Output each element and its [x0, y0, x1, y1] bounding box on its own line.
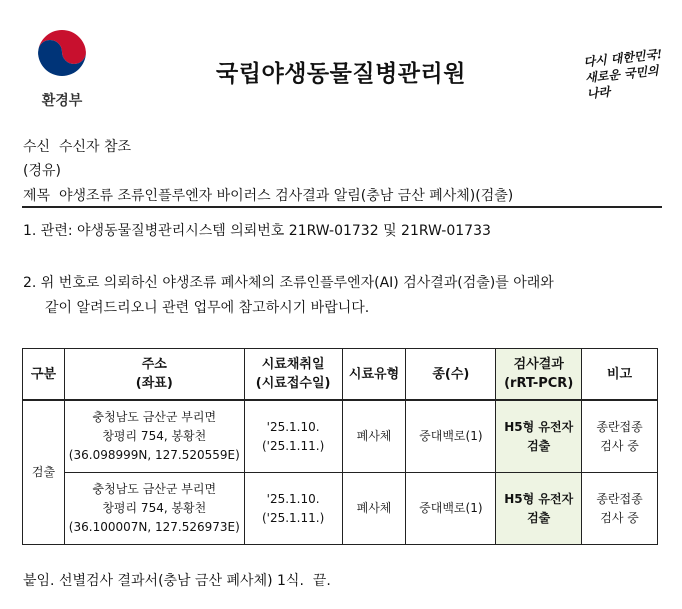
remark-line-1: 종란접종 [596, 419, 643, 434]
sample-type-cell: 폐사체 [342, 400, 406, 473]
related-item: 1. 관련: 야생동물질병관리시스템 의뢰번호 21RW-01732 및 21RW-01733 [23, 223, 491, 239]
date-cell [244, 400, 342, 473]
species-cell: 중대백로(1) [406, 400, 496, 473]
header-address-sub: (좌표) [135, 376, 173, 391]
ministry-name: 환경부 [41, 93, 83, 109]
header-result [496, 349, 582, 401]
subject-line: 제목 야생조류 조류인플루엔자 바이러스 검사결과 알림(충남 금산 폐사체)(검출) [23, 188, 514, 204]
table-header-row [23, 349, 658, 401]
results-table [22, 348, 658, 545]
remarks-cell [582, 473, 658, 545]
collected-date: '25.1.10. [266, 491, 320, 506]
header-remarks: 비고 [582, 349, 658, 401]
received-date: ('25.1.11.) [261, 510, 325, 525]
result-line-1: H5형 유전자 [504, 491, 574, 506]
header-species: 종(수) [406, 349, 496, 401]
header-date-sub: (시료접수일) [255, 376, 331, 391]
result-line-2: 검출 [527, 438, 551, 453]
recipient-line: 수신 수신자 참조 [23, 139, 132, 155]
collected-date: '25.1.10. [266, 419, 320, 434]
address-cell [64, 473, 244, 545]
result-cell [496, 473, 582, 545]
slogan-line-2: 새로운 국민의 나라 [584, 63, 660, 102]
date-cell [244, 473, 342, 545]
agency-title: 국립야생동물질병관리원 [216, 61, 466, 87]
table-row [23, 473, 658, 545]
header-address [64, 349, 244, 401]
body-item-line-1: 2. 위 번호로 의뢰하신 야생조류 폐사체의 조류인플루엔자(AI) 검사결과(검출)를 아래와 [23, 275, 554, 291]
attachment-line: 붙임. 선별검사 결과서(충남 금산 폐사체) 1식. 끝. [23, 573, 331, 589]
remarks-cell [582, 400, 658, 473]
received-date: ('25.1.11.) [261, 438, 325, 453]
address-cell [64, 400, 244, 473]
species-cell: 중대백로(1) [406, 473, 496, 545]
result-line-1: H5형 유전자 [504, 419, 574, 434]
category-cell: 검출 [23, 400, 65, 545]
result-cell [496, 400, 582, 473]
header-date [244, 349, 342, 401]
remark-line-2: 검사 중 [600, 510, 639, 525]
via-line: (경유) [23, 163, 61, 179]
sample-type-cell: 폐사체 [342, 473, 406, 545]
slogan-line-1: 다시 대한민국! [582, 47, 663, 70]
address-line-1: 충청남도 금산군 부리면 [92, 410, 217, 424]
remark-line-2: 검사 중 [600, 438, 639, 453]
address-line-2: 창평리 754, 봉황천 [102, 501, 207, 515]
header-result-sub: (rRT-PCR) [504, 376, 574, 391]
coordinates: (36.098999N, 127.520559E) [68, 448, 240, 462]
result-line-2: 검출 [527, 510, 551, 525]
header-address-label: 주소 [141, 357, 167, 372]
subject-divider [22, 206, 662, 208]
remark-line-1: 종란접종 [596, 491, 643, 506]
header-result-label: 검사결과 [513, 357, 564, 372]
header-category: 구분 [23, 349, 65, 401]
header-sample-type: 시료유형 [342, 349, 406, 401]
address-line-2: 창평리 754, 봉황천 [102, 429, 207, 443]
header-date-label: 시료채취일 [261, 357, 325, 372]
table-row [23, 400, 658, 473]
address-line-1: 충청남도 금산군 부리면 [92, 482, 217, 496]
coordinates: (36.100007N, 127.526973E) [68, 520, 240, 534]
slogan [583, 46, 668, 102]
body-item-line-2: 같이 알려드리오니 관련 업무에 참고하시기 바랍니다. [45, 300, 370, 316]
